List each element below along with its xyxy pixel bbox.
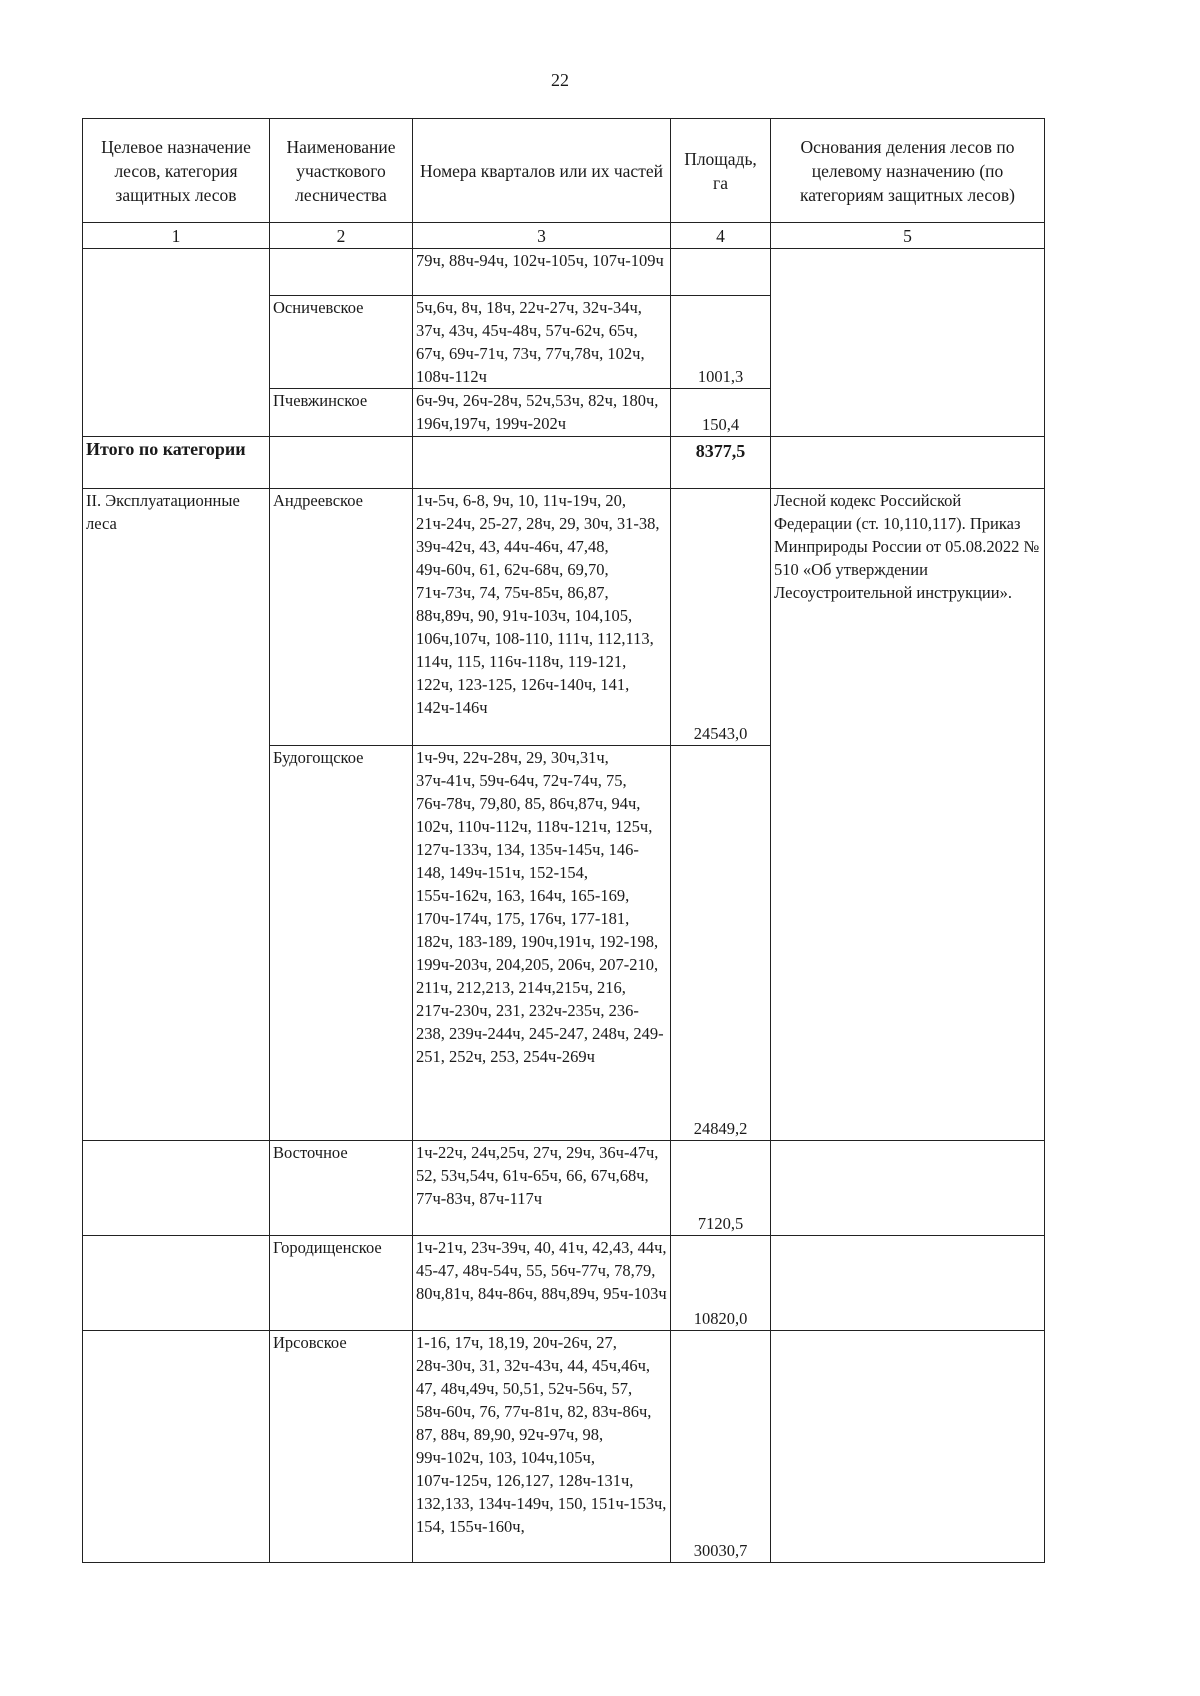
table-row: [83, 1331, 1045, 1563]
purpose-cell: [83, 249, 270, 437]
area-cell: 30030,7: [671, 1331, 771, 1563]
category-total-row: [83, 437, 1045, 489]
basis-cell: [771, 437, 1045, 489]
column-number: 3: [413, 223, 671, 249]
district-cell: Пчевжинское: [270, 389, 413, 437]
quarters-cell: 1ч-9ч, 22ч-28ч, 29, 30ч,31ч, 37ч-41ч, 59ч-64ч, 72ч-74ч, 75, 76ч-78ч, 79,80, 85, 86ч,87ч, 94ч, 102ч, 110ч-112ч, 118ч-121ч, 125ч, 127ч-133ч, 134, 135ч-145ч, 146-148, 149ч-151ч, 152-154, 155ч-162ч, 163, 164ч, 165-169, 170ч-174ч, 175, 176ч, 177-181, 182ч, 183-189, 190ч,191ч, 192-198, 199ч-203ч, 204,205, 206ч, 207-210, 211ч, 212,213, 214ч,215ч, 216, 217ч-230ч, 231, 232ч-235ч, 236-238, 239ч-244ч, 245-247, 248ч, 249-251, 252ч, 253, 254ч-269ч: [413, 746, 671, 1141]
district-cell: Восточное: [270, 1141, 413, 1236]
basis-cell: [771, 1331, 1045, 1563]
basis-cell: [771, 249, 1045, 437]
district-cell: Городищенское: [270, 1236, 413, 1331]
table-row: [83, 1141, 1045, 1236]
total-label: Итого по категории: [83, 437, 270, 489]
district-cell: Будогощское: [270, 746, 413, 1141]
header-area: Площадь, га: [671, 119, 771, 223]
district-cell: Ирсовское: [270, 1331, 413, 1563]
district-cell: [270, 249, 413, 296]
area-cell: 7120,5: [671, 1141, 771, 1236]
quarters-cell: 1ч-5ч, 6-8, 9ч, 10, 11ч-19ч, 20, 21ч-24ч, 25-27, 28ч, 29, 30ч, 31-38, 39ч-42ч, 43, 44ч-46ч, 47,48, 49ч-60ч, 61, 62ч-68ч, 69,70, 71ч-73ч, 74, 75ч-85ч, 86,87, 88ч,89ч, 90, 91ч-103ч, 104,105, 106ч,107ч, 108-110, 111ч, 112,113, 114ч, 115, 116ч-118ч, 119-121, 122ч, 123-125, 126ч-140ч, 141, 142ч-146ч: [413, 489, 671, 746]
column-number: 5: [771, 223, 1045, 249]
quarters-cell: 1-16, 17ч, 18,19, 20ч-26ч, 27, 28ч-30ч, 31, 32ч-43ч, 44, 45ч,46ч, 47, 48ч,49ч, 50,51, 52ч-56ч, 57, 58ч-60ч, 76, 77ч-81ч, 82, 83ч-86ч, 87, 88ч, 89,90, 92ч-97ч, 98, 99ч-102ч, 103, 104ч,105ч, 107ч-125ч, 126,127, 128ч-131ч, 132,133, 134ч-149ч, 150, 151ч-153ч, 154, 155ч-160ч,: [413, 1331, 671, 1563]
purpose-cell: II. Эксплуатационные леса: [83, 489, 270, 1141]
basis-cell: Лесной кодекс Российской Федерации (ст. 10,110,117). Приказ Минприроды России от 05.08.2022 № 510 «Об утверждении Лесоустроительной инструкции».: [771, 489, 1045, 1141]
forest-division-table: [82, 118, 1045, 1563]
district-cell: [270, 437, 413, 489]
district-cell: Осничевское: [270, 296, 413, 389]
table-row: [83, 489, 1045, 746]
area-cell: 24543,0: [671, 489, 771, 746]
quarters-cell: 1ч-21ч, 23ч-39ч, 40, 41ч, 42,43, 44ч, 45-47, 48ч-54ч, 55, 56ч-77ч, 78,79, 80ч,81ч, 84ч-86ч, 88ч,89ч, 95ч-103ч: [413, 1236, 671, 1331]
quarters-cell: 6ч-9ч, 26ч-28ч, 52ч,53ч, 82ч, 180ч, 196ч,197ч, 199ч-202ч: [413, 389, 671, 437]
header-district: Наименование участкового лесничества: [270, 119, 413, 223]
area-cell: [671, 249, 771, 296]
purpose-cell: [83, 1331, 270, 1563]
area-cell: 1001,3: [671, 296, 771, 389]
purpose-cell: [83, 1236, 270, 1331]
page-number: 22: [551, 70, 569, 90]
table-row: [83, 1236, 1045, 1331]
quarters-cell: 5ч,6ч, 8ч, 18ч, 22ч-27ч, 32ч-34ч, 37ч, 43ч, 45ч-48ч, 57ч-62ч, 65ч, 67ч, 69ч-71ч, 73ч, 77ч,78ч, 102ч, 108ч-112ч: [413, 296, 671, 389]
column-number: 4: [671, 223, 771, 249]
header-purpose: Целевое назначение лесов, категория защитных лесов: [83, 119, 270, 223]
header-quarters: Номера кварталов или их частей: [413, 119, 671, 223]
quarters-cell: [413, 437, 671, 489]
header-basis: Основания деления лесов по целевому назначению (по категориям защитных лесов): [771, 119, 1045, 223]
quarters-cell: 1ч-22ч, 24ч,25ч, 27ч, 29ч, 36ч-47ч, 52, 53ч,54ч, 61ч-65ч, 66, 67ч,68ч, 77ч-83ч, 87ч-117ч: [413, 1141, 671, 1236]
area-cell: 24849,2: [671, 746, 771, 1141]
total-area: 8377,5: [671, 437, 771, 489]
purpose-cell: [83, 1141, 270, 1236]
quarters-cell: 79ч, 88ч-94ч, 102ч-105ч, 107ч-109ч: [413, 249, 671, 296]
column-number: 2: [270, 223, 413, 249]
district-cell: Андреевское: [270, 489, 413, 746]
table-row: [83, 249, 1045, 296]
basis-cell: [771, 1236, 1045, 1331]
area-cell: 150,4: [671, 389, 771, 437]
area-cell: 10820,0: [671, 1236, 771, 1331]
column-number: 1: [83, 223, 270, 249]
basis-cell: [771, 1141, 1045, 1236]
